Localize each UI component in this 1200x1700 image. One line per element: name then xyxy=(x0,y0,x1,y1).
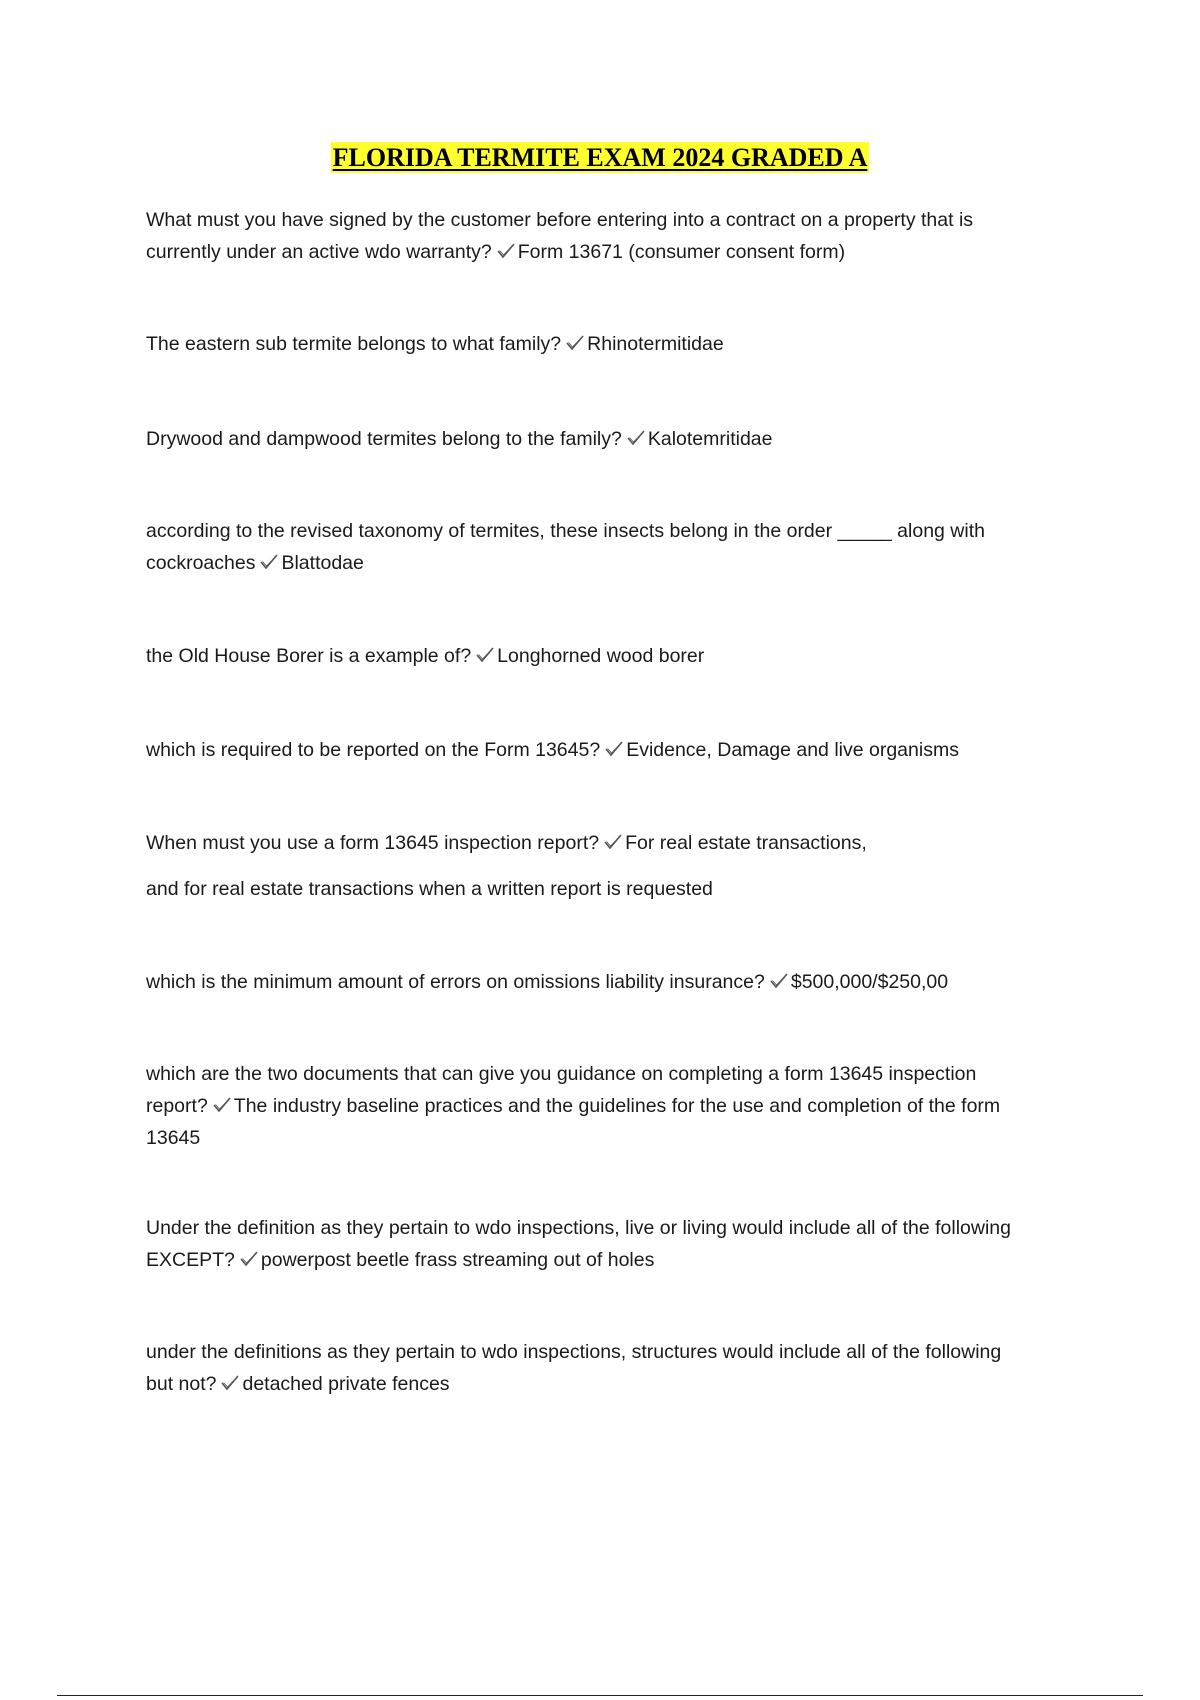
answer-text: Kalotemritidae xyxy=(647,428,773,450)
answer-text: Blattodae xyxy=(281,552,364,574)
answer-text: detached private fences xyxy=(242,1373,450,1395)
answer-text: Rhinotermitidae xyxy=(587,333,724,355)
qa-item-9 xyxy=(146,1058,1076,1154)
question-line: When must you use a form 13645 inspection report? xyxy=(146,832,600,854)
question-line: EXCEPT? xyxy=(146,1249,235,1271)
question-line: but not? xyxy=(146,1373,217,1395)
checkmark-icon xyxy=(239,1250,259,1268)
checkmark-icon xyxy=(626,429,646,447)
question-line: which are the two documents that can give you guidance on completing a form 13645 inspection xyxy=(146,1063,977,1085)
qa-item-11 xyxy=(146,1336,1076,1400)
question-line: the Old House Borer is a example of? xyxy=(146,645,472,667)
page-title: FLORIDA TERMITE EXAM 2024 GRADED A xyxy=(332,143,868,172)
checkmark-icon xyxy=(220,1374,240,1392)
checkmark-icon xyxy=(212,1096,232,1114)
question-line: which is the minimum amount of errors on omissions liability insurance? xyxy=(146,971,765,993)
footer-divider xyxy=(57,1695,1143,1696)
question-line: Drywood and dampwood termites belong to the family? xyxy=(146,428,622,450)
question-line: cockroaches xyxy=(146,552,256,574)
answer-text: powerpost beetle frass streaming out of holes xyxy=(260,1249,655,1271)
answer-continuation: and for real estate transactions when a written report is requested xyxy=(146,878,713,900)
qa-item-8 xyxy=(146,966,1076,998)
question-line: What must you have signed by the customer before entering into a contract on a property that is xyxy=(146,209,974,231)
checkmark-icon xyxy=(565,334,585,352)
answer-text: Evidence, Damage and live organisms xyxy=(626,739,959,761)
qa-item-5 xyxy=(146,640,1076,672)
checkmark-icon xyxy=(603,833,623,851)
question-line: report? xyxy=(146,1095,208,1117)
qa-item-2 xyxy=(146,328,1076,360)
answer-text: Form 13671 (consumer consent form) xyxy=(517,241,846,263)
question-line: Under the definition as they pertain to wdo inspections, live or living would include all of the following xyxy=(146,1217,1011,1239)
checkmark-icon xyxy=(496,242,516,260)
question-line: which is required to be reported on the Form 13645? xyxy=(146,739,601,761)
question-line: The eastern sub termite belongs to what family? xyxy=(146,333,562,355)
title-container xyxy=(0,142,1200,173)
answer-text: Longhorned wood borer xyxy=(497,645,705,667)
qa-item-6 xyxy=(146,734,1076,766)
qa-item-3 xyxy=(146,423,1076,455)
checkmark-icon xyxy=(769,972,789,990)
question-line: under the definitions as they pertain to wdo inspections, structures would include all of the following xyxy=(146,1341,1002,1363)
checkmark-icon xyxy=(259,553,279,571)
qa-item-1 xyxy=(146,204,1076,268)
question-line: currently under an active wdo warranty? xyxy=(146,241,492,263)
qa-item-7 xyxy=(146,827,1076,905)
checkmark-icon xyxy=(475,646,495,664)
answer-text: $500,000/$250,00 xyxy=(790,971,949,993)
checkmark-icon xyxy=(604,740,624,758)
question-line: according to the revised taxonomy of termites, these insects belong in the order _____ along with xyxy=(146,520,985,542)
answer-text: For real estate transactions, xyxy=(625,832,867,854)
answer-continuation: 13645 xyxy=(146,1127,201,1149)
qa-item-10 xyxy=(146,1212,1076,1276)
answer-text: The industry baseline practices and the guidelines for the use and completion of the form xyxy=(233,1095,1001,1117)
qa-item-4 xyxy=(146,515,1076,579)
